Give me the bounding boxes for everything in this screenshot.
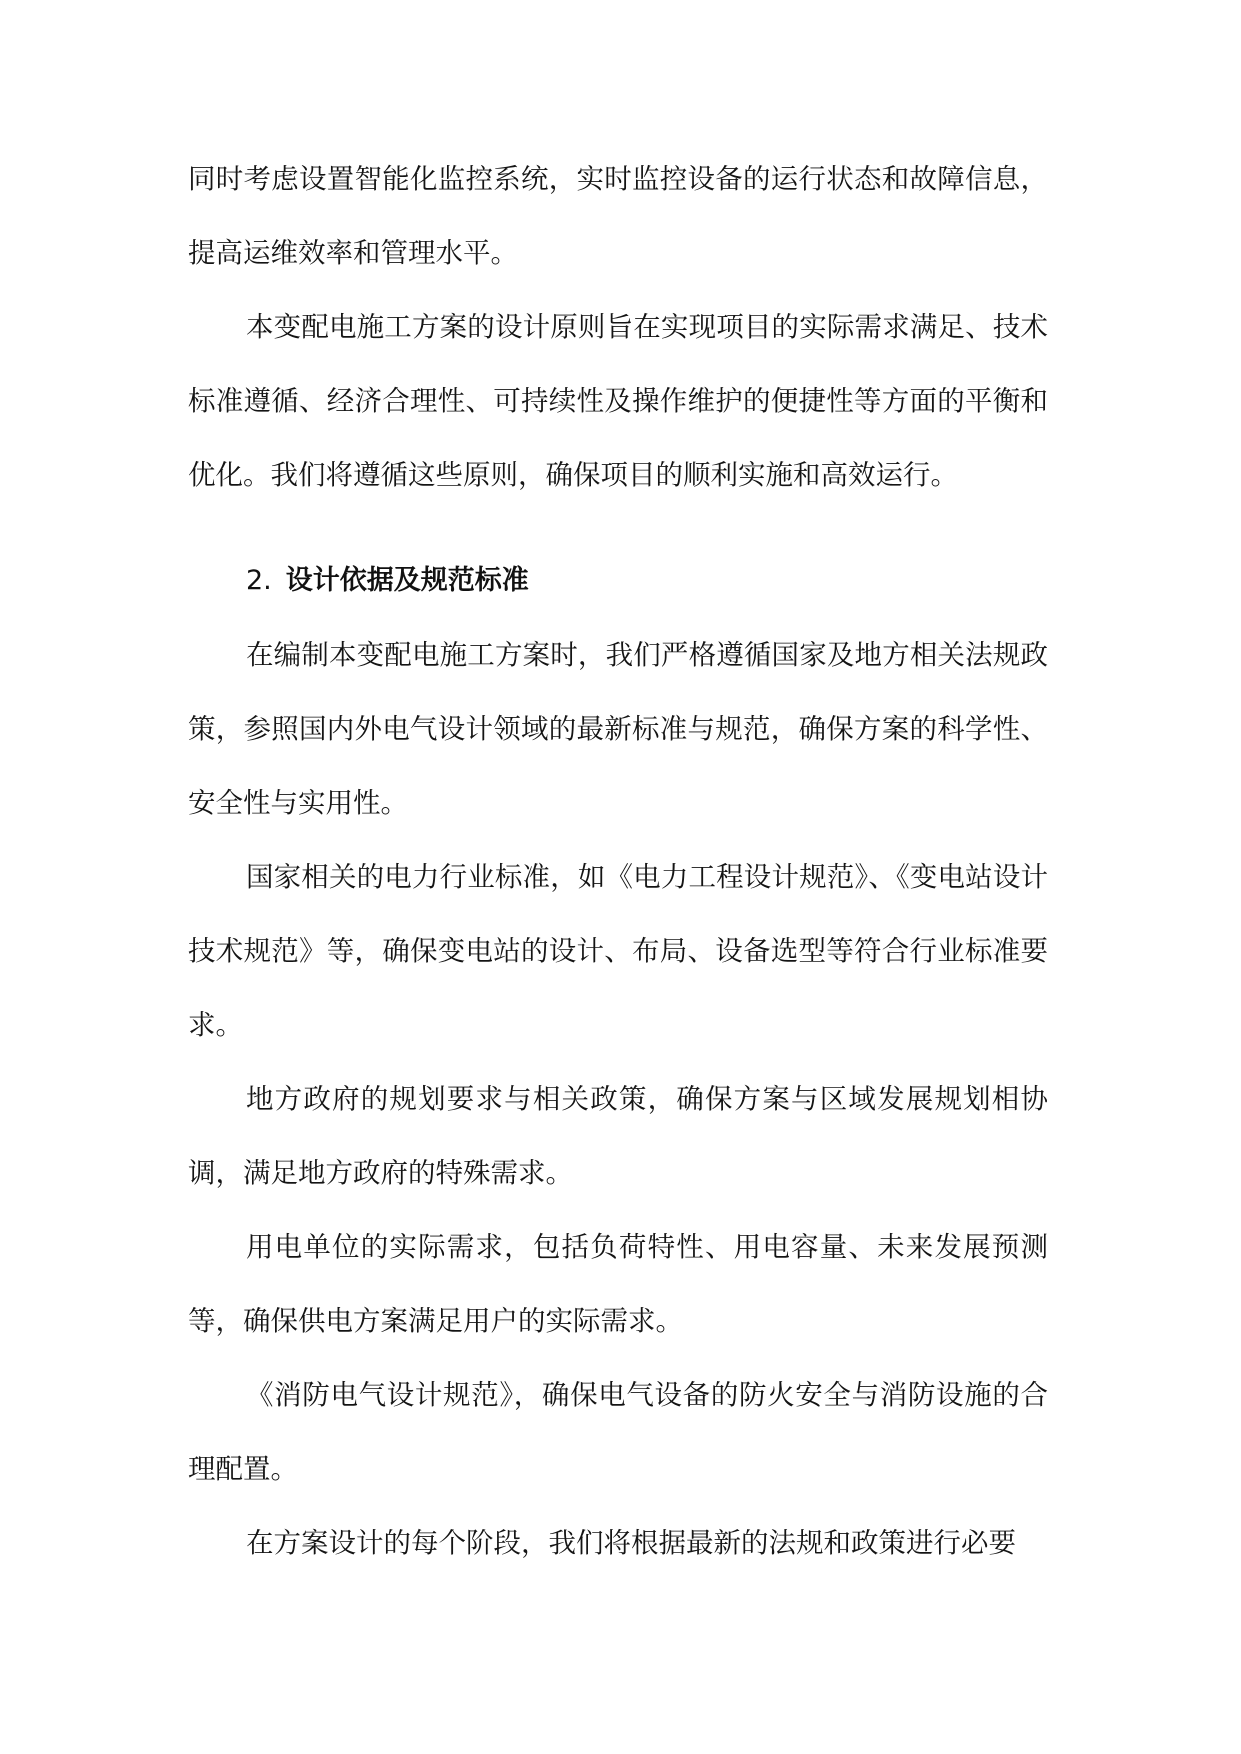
paragraph-design-principles-summary: 本变配电施工方案的设计原则旨在实现项目的实际需求满足、技术标准遵循、经济合理性、可持续性及操作维护的便捷性等方面的平衡和优化。我们将遵循这些原则，确保项目的顺利实施和高效运行。	[188, 311, 1048, 491]
section-title: 设计依据及规范标准	[285, 565, 529, 596]
paragraph-national-standards: 国家相关的电力行业标准，如《电力工程设计规范》、《变电站设计技术规范》等，确保变电站的设计、布局、设备选型等符合行业标准要求。	[188, 861, 1048, 1041]
paragraph-continued: 同时考虑设置智能化监控系统，实时监控设备的运行状态和故障信息，提高运维效率和管理水平。	[188, 163, 1048, 269]
section-number: 2.	[246, 565, 272, 596]
paragraph-user-needs: 用电单位的实际需求，包括负荷特性、用电容量、未来发展预测等，确保供电方案满足用户的实际需求。	[188, 1231, 1048, 1337]
page-content	[188, 142, 1048, 1580]
paragraph-regulations-intro: 在编制本变配电施工方案时，我们严格遵循国家及地方相关法规政策，参照国内外电气设计领域的最新标准与规范，确保方案的科学性、安全性与实用性。	[188, 639, 1048, 819]
paragraph-fire-safety: 《消防电气设计规范》，确保电气设备的防火安全与消防设施的合理配置。	[188, 1379, 1048, 1485]
section-heading	[188, 544, 1048, 618]
paragraph-local-policies: 地方政府的规划要求与相关政策，确保方案与区域发展规划相协调，满足地方政府的特殊需求。	[188, 1083, 1048, 1189]
paragraph-design-stages: 在方案设计的每个阶段，我们将根据最新的法规和政策进行必要	[246, 1527, 1016, 1559]
